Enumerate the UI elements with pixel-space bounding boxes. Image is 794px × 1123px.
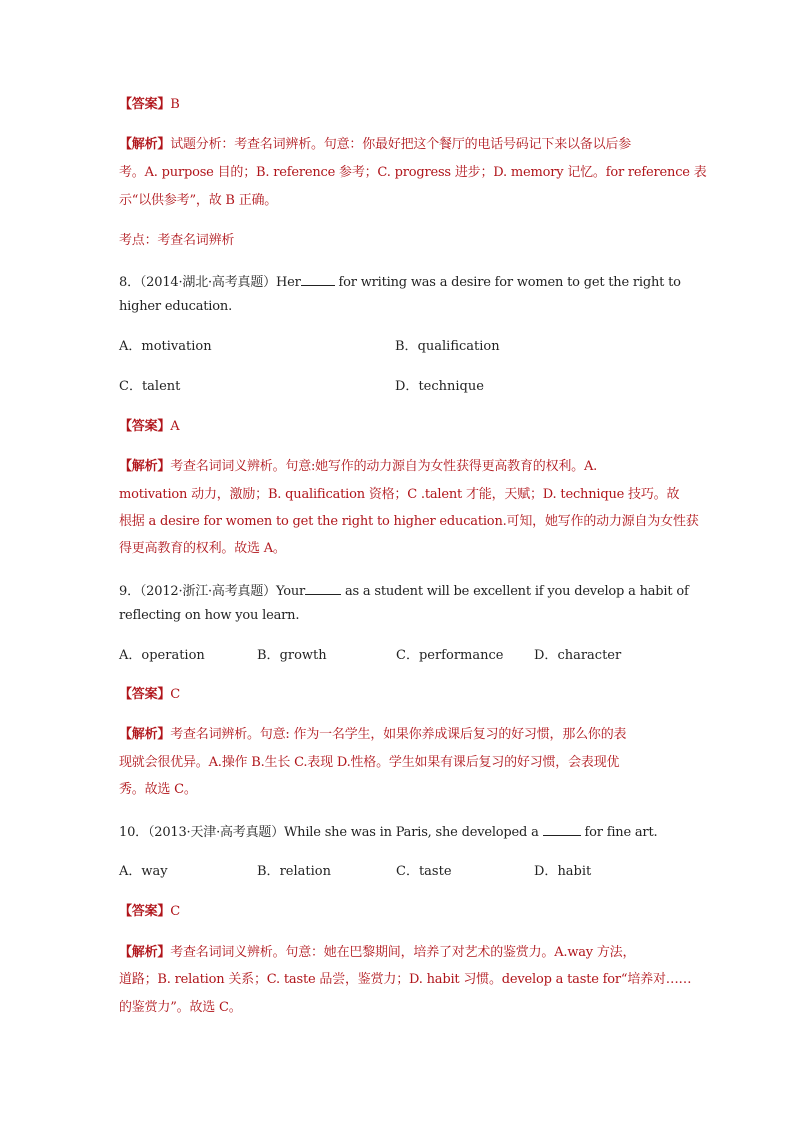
- q7-answer: [119, 97, 180, 113]
- fill-blank: [543, 823, 581, 836]
- analysis-text: 考查名词词义辨析。句意：她在巴黎期间，培养了对艺术的鉴赏力。A.way 方法，: [170, 945, 636, 960]
- q9-analysis-line-1: [119, 727, 626, 743]
- q8-option-c: C．talent: [119, 379, 181, 394]
- analysis-label: 【解析】: [119, 459, 171, 474]
- q9-option-c: C．performance: [396, 648, 504, 663]
- question-number: 9．: [119, 584, 140, 599]
- fill-blank: [301, 273, 335, 286]
- stem-text: Your: [275, 584, 306, 599]
- q10-stem: [119, 823, 657, 841]
- answer-value: A: [170, 419, 180, 434]
- q8-option-d: D．technique: [395, 379, 484, 394]
- analysis-text: 考查名词词义辨析。句意:她写作的动力源自为女性获得更高教育的权利。A.: [170, 459, 598, 474]
- stem-text: for writing was a desire for women to get the right to: [334, 275, 681, 290]
- q8-analysis-line-3: 根据 a desire for women to get the right to higher education.可知，她写作的动力源自为女性获: [119, 514, 699, 529]
- q8-stem-line-2: higher education.: [119, 299, 232, 314]
- stem-text: as a student will be excellent if you develop a habit of: [341, 584, 689, 599]
- q8-stem-line-1: [119, 273, 681, 291]
- q7-analysis-line-2: 考。A. purpose 目的；B. reference 参考；C. progress 进步；D. memory 记忆。for reference 表: [119, 165, 707, 180]
- stem-text: While she was in Paris, she developed a: [284, 825, 543, 840]
- analysis-label: 【解析】: [119, 945, 171, 960]
- q10-option-a: A．way: [119, 864, 168, 879]
- q10-analysis-line-3: 的鉴赏力”。故选 C。: [119, 1000, 242, 1015]
- analysis-text: 试题分析：考查名词辨析。句意：你最好把这个餐厅的电话号码记下来以备以后参: [170, 137, 632, 152]
- answer-label: 【答案】: [119, 419, 171, 434]
- question-number: 10．: [119, 825, 148, 840]
- q8-answer: [119, 419, 179, 435]
- q10-option-d: D．habit: [534, 864, 592, 879]
- answer-value: C: [170, 904, 180, 919]
- q7-analysis-line-1: [119, 137, 631, 153]
- analysis-label: 【解析】: [119, 727, 171, 742]
- answer-value: B: [170, 97, 180, 112]
- answer-value: C: [170, 687, 180, 702]
- q10-answer: [119, 904, 180, 920]
- q9-option-b: B．growth: [257, 648, 327, 663]
- q8-option-b: B．qualification: [395, 339, 500, 354]
- question-source: （2013·天津·高考真题）: [147, 825, 285, 840]
- q8-option-a: A．motivation: [119, 339, 212, 354]
- q8-analysis-line-4: 得更高教育的权利。故选 A。: [119, 541, 286, 556]
- q9-stem-line-1: [119, 582, 689, 600]
- q9-stem-line-2: reflecting on how you learn.: [119, 608, 300, 623]
- q9-analysis-line-2: 现就会很优异。A.操作 B.生长 C.表现 D.性格。学生如果有课后复习的好习惯，会表现优: [119, 755, 620, 770]
- q10-option-c: C．taste: [396, 864, 452, 879]
- q8-analysis-line-1: [119, 459, 597, 475]
- q7-kaodian: 考点：考查名词辨析: [119, 233, 235, 248]
- answer-label: 【答案】: [119, 97, 171, 112]
- analysis-label: 【解析】: [119, 137, 171, 152]
- q9-option-d: D．character: [534, 648, 622, 663]
- q10-analysis-line-2: 道路；B. relation 关系；C. taste 品尝，鉴赏力；D. habit 习惯。develop a taste for“培养对……: [119, 972, 692, 987]
- q9-answer: [119, 687, 180, 703]
- q8-analysis-line-2: motivation 动力，激励；B. qualification 资格；C .talent 才能，天赋；D. technique 技巧。故: [119, 487, 680, 502]
- answer-label: 【答案】: [119, 904, 171, 919]
- answer-label: 【答案】: [119, 687, 171, 702]
- analysis-text: 考查名词辨析。句意: 作为一名学生，如果你养成课后复习的好习惯，那么你的表: [170, 727, 627, 742]
- question-source: （2014·湖北·高考真题）: [139, 275, 276, 290]
- stem-text: Her: [275, 275, 301, 290]
- q9-option-a: A．operation: [119, 648, 205, 663]
- fill-blank: [305, 582, 341, 595]
- question-source: （2012·浙江·高考真题）: [139, 584, 276, 599]
- q10-analysis-line-1: [119, 945, 635, 961]
- q7-analysis-line-3: 示“以供参考”，故 B 正确。: [119, 193, 278, 208]
- question-number: 8．: [119, 275, 140, 290]
- q10-option-b: B．relation: [257, 864, 331, 879]
- stem-text: for fine art.: [580, 825, 658, 840]
- q9-analysis-line-3: 秀。故选 C。: [119, 782, 197, 797]
